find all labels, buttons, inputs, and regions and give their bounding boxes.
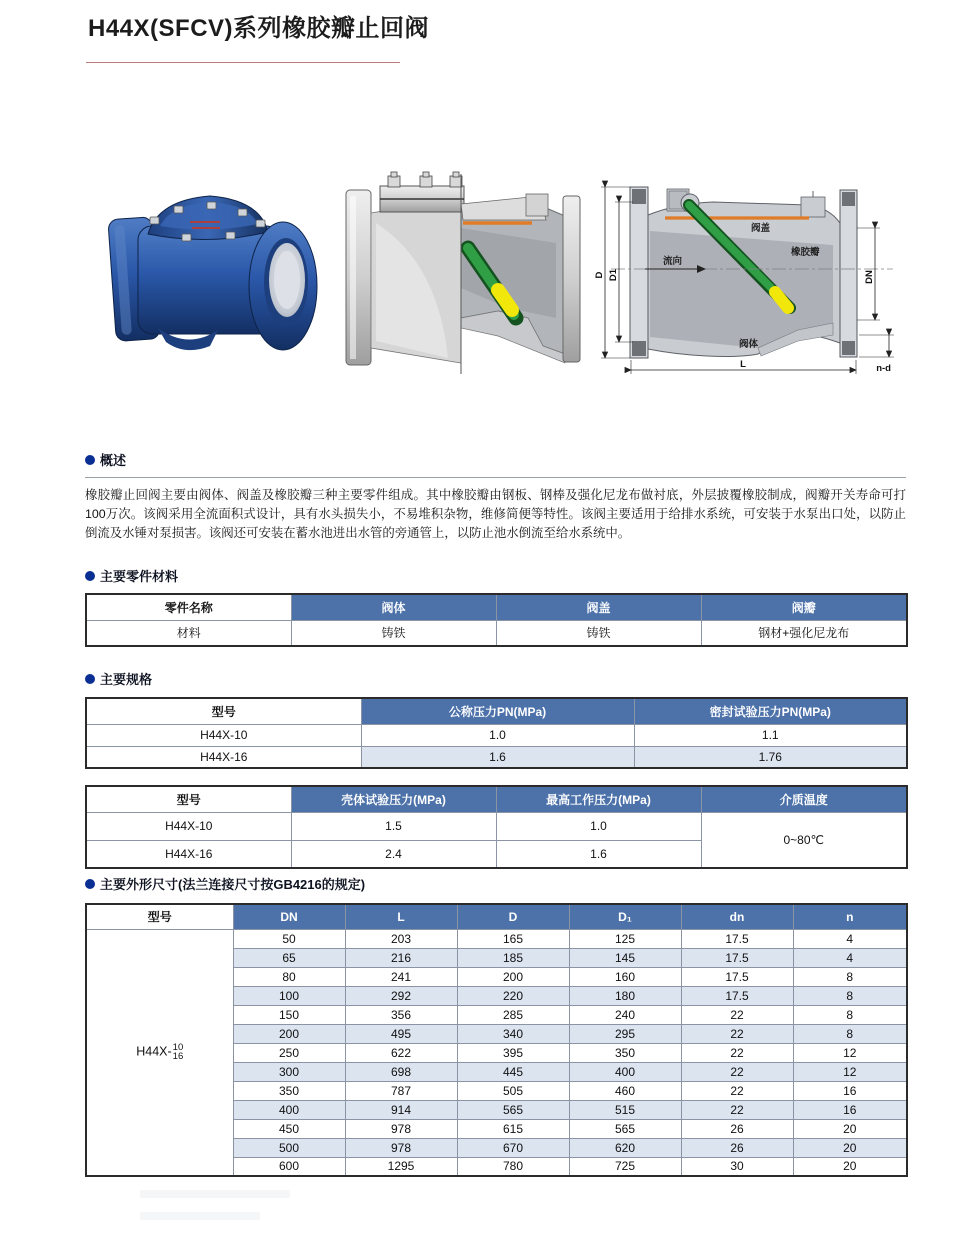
- flap-label: 橡胶瓣: [791, 247, 820, 258]
- dimension-cell: 160: [569, 967, 681, 986]
- dimension-cell: 240: [569, 1005, 681, 1024]
- dimension-cell: 50: [233, 929, 345, 948]
- spec1-header-model: 型号: [86, 698, 361, 724]
- section-overview-heading: [85, 450, 126, 469]
- spec1-cell: 1.1: [634, 724, 907, 746]
- dimension-cell: 395: [457, 1043, 569, 1062]
- dimension-cell: 203: [345, 929, 457, 948]
- dimension-cell: 445: [457, 1062, 569, 1081]
- spec1-header-seal: 密封试验压力PN(MPa): [634, 698, 907, 724]
- dimension-cell: 65: [233, 948, 345, 967]
- dimension-cell: 300: [233, 1062, 345, 1081]
- spec1-cell: H44X-10: [86, 724, 361, 746]
- model-merged-cell: H44X- 10 16: [86, 929, 233, 1176]
- cover-label: 阀盖: [751, 223, 771, 234]
- dimension-cell: 914: [345, 1100, 457, 1119]
- dimension-cell: 780: [457, 1157, 569, 1176]
- dimension-cell: 500: [233, 1138, 345, 1157]
- materials-header-flap: 阀瓣: [701, 594, 907, 620]
- overview-divider: [85, 477, 906, 478]
- dims-header-model: 型号: [86, 904, 233, 929]
- dimension-cell: 250: [233, 1043, 345, 1062]
- technical-drawing: [593, 165, 908, 387]
- dimension-cell: 460: [569, 1081, 681, 1100]
- dimension-cell: 725: [569, 1157, 681, 1176]
- dimension-cell: 17.5: [681, 986, 793, 1005]
- dimension-cell: 22: [681, 1043, 793, 1062]
- body-label: 阀体: [739, 339, 759, 350]
- watermark-smudge: [140, 1212, 260, 1220]
- table-row: [86, 929, 907, 948]
- dimensions-header-row: [86, 904, 907, 929]
- materials-header-row: [86, 594, 907, 620]
- materials-cell: 铸铁: [291, 620, 496, 646]
- watermark-smudge: [140, 1190, 290, 1198]
- dimension-cell: 12: [793, 1062, 907, 1081]
- table-row: [86, 724, 907, 746]
- dimension-cell: 292: [345, 986, 457, 1005]
- dimension-cell: 600: [233, 1157, 345, 1176]
- dims-header-d1: D₁: [569, 904, 681, 929]
- bullet-icon: [85, 455, 95, 465]
- bullet-icon: [85, 879, 95, 889]
- dimension-cell: 495: [345, 1024, 457, 1043]
- spec1-cell: 1.0: [361, 724, 634, 746]
- page-title: H44X(SFCV)系列橡胶瓣止回阀: [88, 15, 430, 42]
- materials-cell: 材料: [86, 620, 291, 646]
- dimension-cell: 200: [457, 967, 569, 986]
- dimension-cell: 165: [457, 929, 569, 948]
- check-valve-photo-illustration: [98, 168, 326, 380]
- spec2-cell: H44X-16: [86, 840, 291, 868]
- spec1-cell: H44X-16: [86, 746, 361, 768]
- dimension-cell: 12: [793, 1043, 907, 1062]
- dim-d-label: D: [594, 271, 605, 279]
- flow-direction-label: 流向: [663, 256, 683, 267]
- dimension-cell: 1295: [345, 1157, 457, 1176]
- spec2-header-medium: 介质温度: [701, 786, 907, 812]
- dimension-cell: 16: [793, 1100, 907, 1119]
- dimension-cell: 180: [569, 986, 681, 1005]
- overview-paragraph: 橡胶瓣止回阀主要由阀体、阀盖及橡胶瓣三种主要零件组成。其中橡胶瓣由钢板、钢棒及强化尼龙布做衬底，外层披覆橡胶制成，阀瓣开关寿命可打100万次。该阀采用全流面积式设计，具有水头损失小，不易堆积杂物，维修简便等特性。该阀主要适用于给排水系统，可安装于水泵出口处，以防止倒流及水锤对泵损害。该阀还可安装在蓄水池进出水管的旁通管上，以防止池水倒流至给水系统中。: [85, 488, 906, 540]
- dim-l-label: L: [740, 359, 746, 370]
- dimension-cell: 356: [345, 1005, 457, 1024]
- dimension-cell: 698: [345, 1062, 457, 1081]
- overview-heading-label: 概述: [100, 453, 127, 468]
- dimension-cell: 100: [233, 986, 345, 1005]
- dimension-cell: 8: [793, 967, 907, 986]
- dimension-cell: 515: [569, 1100, 681, 1119]
- specs-heading-label: 主要规格: [100, 672, 153, 687]
- spec1-header-row: [86, 698, 907, 724]
- dims-header-d: D: [457, 904, 569, 929]
- section-dimensions-heading: [85, 874, 365, 893]
- medium-temperature-cell: 0~80℃: [701, 812, 907, 868]
- dimension-drawing: [593, 165, 908, 387]
- dimension-cell: 26: [681, 1138, 793, 1157]
- table-row: [86, 746, 907, 768]
- spec2-cell: 2.4: [291, 840, 496, 868]
- bullet-icon: [85, 674, 95, 684]
- dimension-cell: 8: [793, 1024, 907, 1043]
- dimension-cell: 400: [233, 1100, 345, 1119]
- dimension-cell: 4: [793, 948, 907, 967]
- materials-cell: 钢材+强化尼龙布: [701, 620, 907, 646]
- dimension-cell: 450: [233, 1119, 345, 1138]
- dimension-cell: 615: [457, 1119, 569, 1138]
- dimension-cell: 20: [793, 1157, 907, 1176]
- dimension-cell: 4: [793, 929, 907, 948]
- materials-header-body: 阀体: [291, 594, 496, 620]
- dimension-cell: 145: [569, 948, 681, 967]
- dimension-cell: 17.5: [681, 967, 793, 986]
- spec2-header-shell: 壳体试验压力(MPa): [291, 786, 496, 812]
- dimension-cell: 16: [793, 1081, 907, 1100]
- dimension-cell: 20: [793, 1119, 907, 1138]
- dim-d1-label: D1: [608, 268, 619, 282]
- working-pressure-table: [85, 785, 908, 869]
- spec2-header-model: 型号: [86, 786, 291, 812]
- cutaway-figure: [328, 168, 590, 380]
- dims-header-l: L: [345, 904, 457, 929]
- section-specs-heading: [85, 669, 152, 688]
- dimension-cell: 17.5: [681, 948, 793, 967]
- title-underline: [86, 62, 400, 63]
- materials-header-part: 零件名称: [86, 594, 291, 620]
- materials-cell: 铸铁: [496, 620, 701, 646]
- dimension-cell: 565: [457, 1100, 569, 1119]
- dimension-cell: 295: [569, 1024, 681, 1043]
- dimension-cell: 216: [345, 948, 457, 967]
- dimension-cell: 8: [793, 986, 907, 1005]
- product-photo: [98, 168, 326, 380]
- dimension-cell: 620: [569, 1138, 681, 1157]
- spec2-cell: 1.5: [291, 812, 496, 840]
- spec2-cell: 1.0: [496, 812, 701, 840]
- dimension-cell: 285: [457, 1005, 569, 1024]
- materials-table: [85, 593, 908, 647]
- dims-header-dn: DN: [233, 904, 345, 929]
- spec1-cell: 1.76: [634, 746, 907, 768]
- dimension-cell: 8: [793, 1005, 907, 1024]
- dimension-cell: 17.5: [681, 929, 793, 948]
- dimension-cell: 565: [569, 1119, 681, 1138]
- materials-heading-label: 主要零件材料: [100, 569, 179, 584]
- dims-header-dn-hole: dn: [681, 904, 793, 929]
- dimensions-heading-label: 主要外形尺寸(法兰连接尺寸按GB4216的规定): [100, 877, 366, 892]
- dimensions-table: [85, 903, 908, 1177]
- materials-data-row: [86, 620, 907, 646]
- dims-header-n: n: [793, 904, 907, 929]
- section-materials-heading: [85, 566, 178, 585]
- dimension-cell: 241: [345, 967, 457, 986]
- dimension-cell: 978: [345, 1119, 457, 1138]
- bullet-icon: [85, 571, 95, 581]
- spec2-header-working: 最高工作压力(MPa): [496, 786, 701, 812]
- dimensions-body: [86, 929, 907, 1176]
- dimension-cell: 22: [681, 1005, 793, 1024]
- cutaway-illustration: [328, 168, 590, 380]
- dimension-cell: 150: [233, 1005, 345, 1024]
- dimension-cell: 220: [457, 986, 569, 1005]
- dimension-cell: 26: [681, 1119, 793, 1138]
- dimension-cell: 80: [233, 967, 345, 986]
- dimension-cell: 22: [681, 1100, 793, 1119]
- dimension-cell: 125: [569, 929, 681, 948]
- dimension-cell: 185: [457, 948, 569, 967]
- dimension-cell: 22: [681, 1024, 793, 1043]
- dimension-cell: 978: [345, 1138, 457, 1157]
- dimension-cell: 670: [457, 1138, 569, 1157]
- spec2-cell: H44X-10: [86, 812, 291, 840]
- dimension-cell: 22: [681, 1062, 793, 1081]
- dim-dn-label: DN: [864, 270, 875, 284]
- dimension-cell: 505: [457, 1081, 569, 1100]
- dimension-cell: 340: [457, 1024, 569, 1043]
- dimension-cell: 787: [345, 1081, 457, 1100]
- dimension-cell: 30: [681, 1157, 793, 1176]
- materials-header-cover: 阀盖: [496, 594, 701, 620]
- spec2-header-row: [86, 786, 907, 812]
- dimension-cell: 400: [569, 1062, 681, 1081]
- dimension-cell: 622: [345, 1043, 457, 1062]
- dim-nd-label: n-d: [876, 363, 891, 374]
- dimension-cell: 200: [233, 1024, 345, 1043]
- dimension-cell: 350: [233, 1081, 345, 1100]
- spec2-cell: 1.6: [496, 840, 701, 868]
- table-row: [86, 812, 907, 840]
- dimension-cell: 20: [793, 1138, 907, 1157]
- spec1-header-nominal: 公称压力PN(MPa): [361, 698, 634, 724]
- dimension-cell: 22: [681, 1081, 793, 1100]
- spec1-cell: 1.6: [361, 746, 634, 768]
- pressure-spec-table: [85, 697, 908, 769]
- dimension-cell: 350: [569, 1043, 681, 1062]
